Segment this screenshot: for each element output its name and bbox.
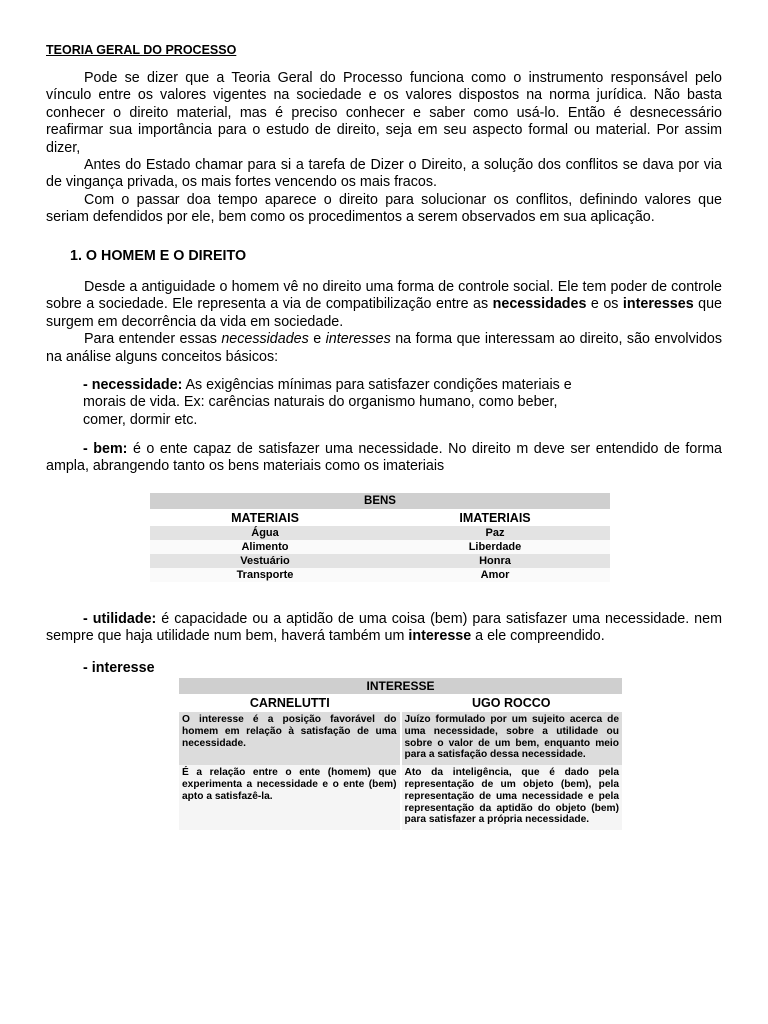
- definition-necessidade: [46, 377, 722, 429]
- definition-term: - interesse: [83, 660, 155, 676]
- table-title: INTERESSE: [179, 678, 622, 694]
- definition-text: é o ente capaz de satisfazer uma necessidade. No direito m deve ser entendido de forma ampla, abrangendo tanto os bens materiais como os imateriais: [46, 441, 722, 475]
- definition-term: - bem:: [83, 441, 128, 457]
- definition-term: - utilidade:: [83, 611, 157, 627]
- table-row: [150, 568, 610, 582]
- section-paragraph: [46, 331, 722, 366]
- table-cell: Ato da inteligência, que é dado pela representação de um objeto (bem), pela representação de uma necessidade e pela representação da aptidão do objeto (bem) para satisfazer a própria necessidade.: [401, 765, 623, 830]
- definition-term: - necessidade:: [83, 377, 183, 393]
- text-run: na forma que interessam ao direito, são envolvidos na análise alguns conceitos básicos:: [46, 331, 722, 365]
- section-heading: 1. O HOMEM E O DIREITO: [70, 248, 247, 264]
- table-row: [150, 554, 610, 568]
- text-run: e os: [586, 296, 623, 313]
- definition-line: [46, 377, 722, 394]
- definition-text: As exigências mínimas para satisfazer condições materiais e: [182, 377, 572, 393]
- intro-section: [46, 70, 722, 227]
- table-title: BENS: [150, 493, 610, 509]
- table-cell: Transporte: [150, 568, 380, 582]
- definition-line: comer, dormir etc.: [83, 411, 198, 428]
- text-run: Para entender essas: [84, 331, 222, 348]
- table-cell: Alimento: [150, 540, 380, 554]
- document-title: TEORIA GERAL DO PROCESSO: [46, 43, 237, 57]
- interesse-table: [179, 678, 622, 830]
- intro-paragraph: Pode se dizer que a Teoria Geral do Processo funciona como o instrumento responsável pelo vínculo entre os valores vigentes na sociedade e os valores dispostos na norma jurídica. Não basta conhecer o direito material, mas é preciso conhecer e saber como usá-lo. Então é desnecessário reafirmar sua importância para o estudo de direito, seja em seu aspecto formal ou material. Por assim dizer,: [46, 70, 722, 156]
- column-header: UGO ROCCO: [401, 694, 623, 712]
- table-cell: Vestuário: [150, 554, 380, 568]
- table-cell: Honra: [380, 554, 610, 568]
- bens-table: [150, 493, 610, 582]
- table-cell: Liberdade: [380, 540, 610, 554]
- table-row: [179, 712, 622, 765]
- table-cell: Água: [150, 526, 380, 540]
- text-run: e: [308, 331, 326, 348]
- definition-interesse: [46, 660, 722, 677]
- column-header: MATERIAIS: [150, 509, 380, 526]
- definition-text: é capacidade ou a aptidão de uma coisa (bem) para satisfazer uma necessidade. nem sempre que haja utilidade num bem, haverá também um: [46, 611, 722, 645]
- table-cell: É a relação entre o ente (homem) que experimenta a necessidade e o ente (bem) apto a satisfazê-la.: [179, 765, 401, 830]
- table-row: [150, 526, 610, 540]
- bold-term: necessidades: [492, 296, 587, 313]
- intro-paragraph: Com o passar doa tempo aparece o direito para solucionar os conflitos, definindo valores que seriam defendidos por ele, bem como os procedimentos a serem observados em sua aplicação.: [46, 191, 722, 226]
- text-run: que surgem em decorrência da vida em sociedade.: [46, 296, 723, 330]
- bold-term: interesses: [622, 296, 694, 313]
- column-header: IMATERIAIS: [380, 509, 610, 526]
- definition-bem: [46, 441, 722, 476]
- italic-term: necessidades: [221, 331, 309, 348]
- table-cell: Amor: [380, 568, 610, 582]
- intro-paragraph: Antes do Estado chamar para si a tarefa de Dizer o Direito, a solução dos conflitos se dava por via de vingança privada, os mais fortes vencendo os mais fracos.: [46, 157, 722, 191]
- definition-text: a ele compreendido.: [471, 628, 605, 645]
- text-run: Desde a antiguidade o homem vê no direito uma forma de controle social. Ele tem poder de controle sobre a sociedade. Ele representa a via de compatibilização entre as: [46, 279, 722, 313]
- table-cell: O interesse é a posição favorável do homem em relação à satisfação de uma necessidade.: [179, 712, 401, 765]
- definition-line: morais de vida. Ex: carências naturais do organismo humano, como beber,: [83, 394, 558, 411]
- table-row: [179, 765, 622, 830]
- table-cell: Paz: [380, 526, 610, 540]
- section-body: [46, 279, 722, 366]
- italic-term: interesses: [325, 331, 391, 348]
- table-cell: Juízo formulado por um sujeito acerca de uma necessidade, sobre a utilidade ou sobre o valor de um bem, enquanto meio para a satisfação dessa necessidade.: [401, 712, 623, 765]
- bold-term: interesse: [408, 628, 472, 645]
- table-row: [150, 540, 610, 554]
- definition-utilidade: [46, 611, 722, 646]
- column-header: CARNELUTTI: [179, 694, 401, 712]
- section-paragraph: [46, 279, 722, 331]
